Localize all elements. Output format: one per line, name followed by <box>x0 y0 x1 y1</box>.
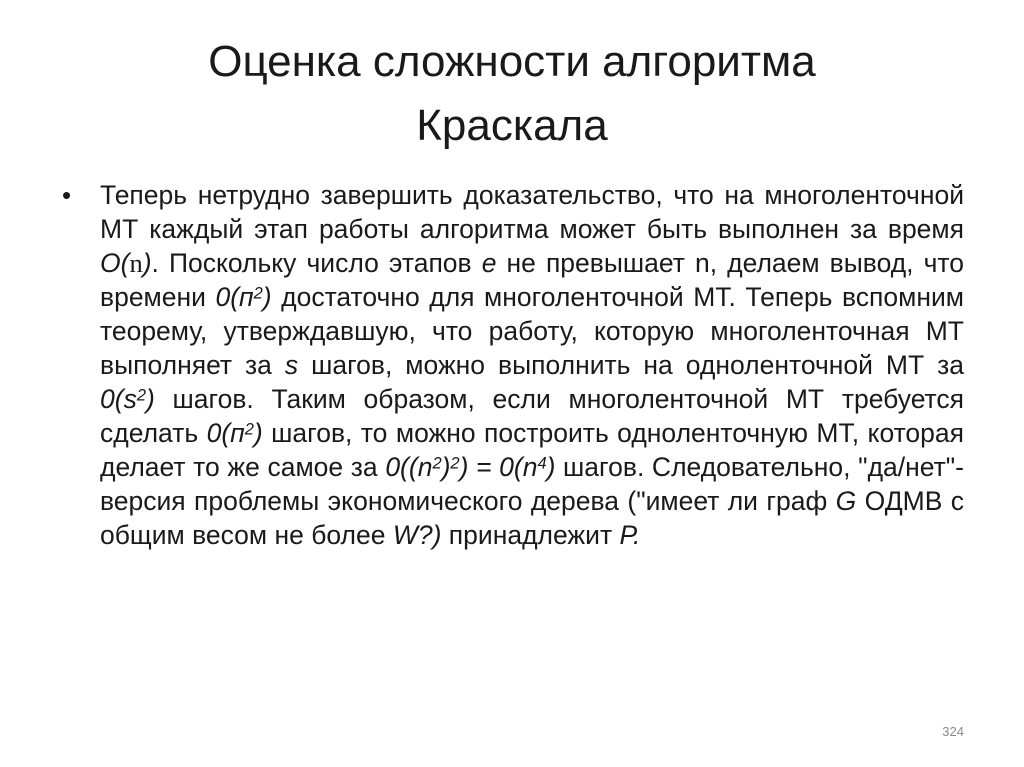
text-run: ОДМВ с общим весом не более <box>100 486 964 550</box>
slide-title-line-2: Краскала <box>416 101 608 150</box>
text-run: не превышает n, делаем вывод, что времени <box>100 248 964 312</box>
text-run: шагов. Таким образом, если многоленточной МТ требуется сделать <box>100 384 964 448</box>
formula-run: ) <box>145 384 155 414</box>
superscript: 2 <box>450 454 460 473</box>
bullet-paragraph <box>100 178 964 552</box>
superscript: 2 <box>136 386 146 405</box>
bullet-item <box>62 178 964 552</box>
superscript: 4 <box>537 454 547 473</box>
text-run: шагов, можно выполнить на одноленточной МТ за <box>298 350 965 380</box>
formula-run: Р. <box>619 520 641 550</box>
slide-title-line-1: Оценка сложности алгоритма <box>208 37 816 86</box>
formula-run: s <box>284 350 299 380</box>
formula-run: ) <box>441 452 451 482</box>
formula-run: 0((n <box>385 452 433 482</box>
formula-run: G <box>835 486 857 516</box>
text-run: шагов, то можно построить одноленточную МТ, которая делает то же самое за <box>100 418 964 482</box>
formula-run: W?) <box>392 520 442 550</box>
text-run: шагов. Следовательно, "да/нет"-версия проблемы экономического дерева ("имеет ли граф <box>100 452 964 516</box>
text-run: принадлежит <box>441 520 620 550</box>
formula-run: ) <box>142 248 152 278</box>
slide-title <box>60 30 964 158</box>
formula-run: 0(п <box>215 282 254 312</box>
formula-run: 0(s <box>100 384 137 414</box>
formula-run: е <box>481 248 497 278</box>
page-number: 324 <box>942 724 964 739</box>
superscript: 2 <box>432 454 442 473</box>
formula-run: n <box>129 248 143 278</box>
slide-content <box>62 178 964 552</box>
text-run: Теперь нетрудно завершить доказательство, что на многоленточной МТ каждый этап работы алгоритма может быть выполнен за время <box>100 180 964 244</box>
text-run: . Поскольку число этапов <box>151 248 482 278</box>
text-run: достаточно для многоленточной МТ. Теперь вспомним теорему, утверждавшую, что работу, которую многоленточная МТ выполняет за <box>100 282 964 380</box>
superscript: 2 <box>253 284 263 303</box>
formula-run: ) = 0(n <box>459 452 538 482</box>
formula-run: ) <box>546 452 556 482</box>
formula-run: 0(п <box>206 418 245 448</box>
superscript: 2 <box>244 420 254 439</box>
formula-run: ) <box>262 282 272 312</box>
formula-run: ) <box>253 418 263 448</box>
formula-run: O( <box>100 248 130 278</box>
bullet-dot-icon: • <box>62 180 72 210</box>
